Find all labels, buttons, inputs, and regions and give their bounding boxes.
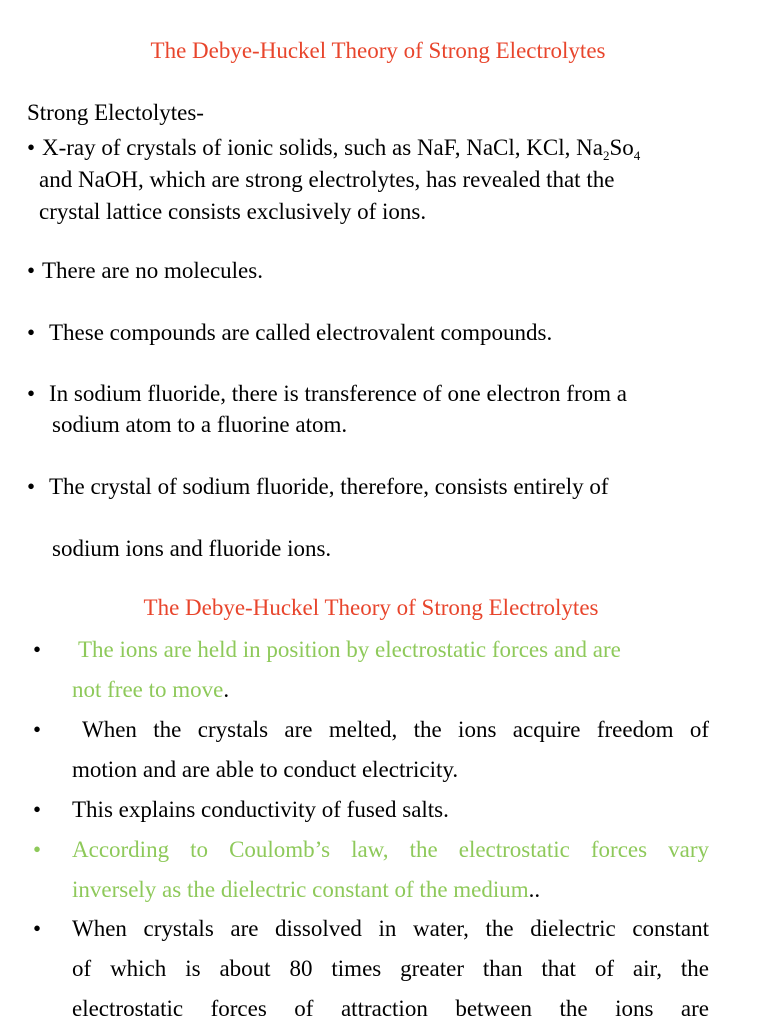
item2-line2: motion and are able to conduct electricity. <box>72 757 459 782</box>
bullet: • <box>27 320 36 345</box>
bullet: • <box>33 797 42 822</box>
bullet: • <box>33 837 42 862</box>
bullet: • <box>33 717 42 742</box>
item3-text: This explains conductivity of fused salts. <box>72 797 449 822</box>
bullet: • <box>27 474 36 499</box>
item4-line2: inversely as the dielectric constant of the medium.. <box>72 877 541 902</box>
bullet3-text: These compounds are called electrovalent compounds. <box>49 320 553 345</box>
slide1-title: The Debye-Huckel Theory of Strong Electrolytes <box>150 38 606 63</box>
slide2-title: The Debye-Huckel Theory of Strong Electrolytes <box>143 595 599 620</box>
bullet: • <box>33 916 42 941</box>
item5-line1: When crystals are dissolved in water, the dielectric constant <box>72 916 709 941</box>
item5-line2: of which is about 80 times greater than that of air, the <box>72 956 709 981</box>
bullet1-line2: and NaOH, which are strong electrolytes, has revealed that the <box>39 167 615 192</box>
item5-line3: electrostatic forces of attraction between the ions are <box>72 996 709 1021</box>
bullet1-line3: crystal lattice consists exclusively of ions. <box>39 199 427 224</box>
item4-line1: According to Coulomb’s law, the electrostatic forces vary <box>72 837 709 862</box>
item1-line2: not free to move. <box>72 677 230 702</box>
item1-line1: The ions are held in position by electrostatic forces and are <box>78 637 621 662</box>
bullet: • <box>33 637 42 662</box>
bullet1-line1: X-ray of crystals of ionic solids, such as NaF, NaCl, KCl, $Na_2So_4$ <box>42 135 641 163</box>
bullet5-line2: sodium ions and fluoride ions. <box>52 536 332 561</box>
item2-line1: When the crystals are melted, the ions acquire freedom of <box>82 717 709 742</box>
bullet4-line2: sodium atom to a fluorine atom. <box>52 412 348 437</box>
bullet4-line1: In sodium fluoride, there is transference of one electron from a <box>49 381 627 406</box>
section-heading: Strong Electolytes- <box>27 100 204 125</box>
bullet2-text: There are no molecules. <box>42 258 263 283</box>
bullet: • <box>27 381 36 406</box>
bullet: • <box>27 258 36 283</box>
bullet: • <box>27 135 36 160</box>
bullet5-line1: The crystal of sodium fluoride, therefore, consists entirely of <box>49 474 609 499</box>
